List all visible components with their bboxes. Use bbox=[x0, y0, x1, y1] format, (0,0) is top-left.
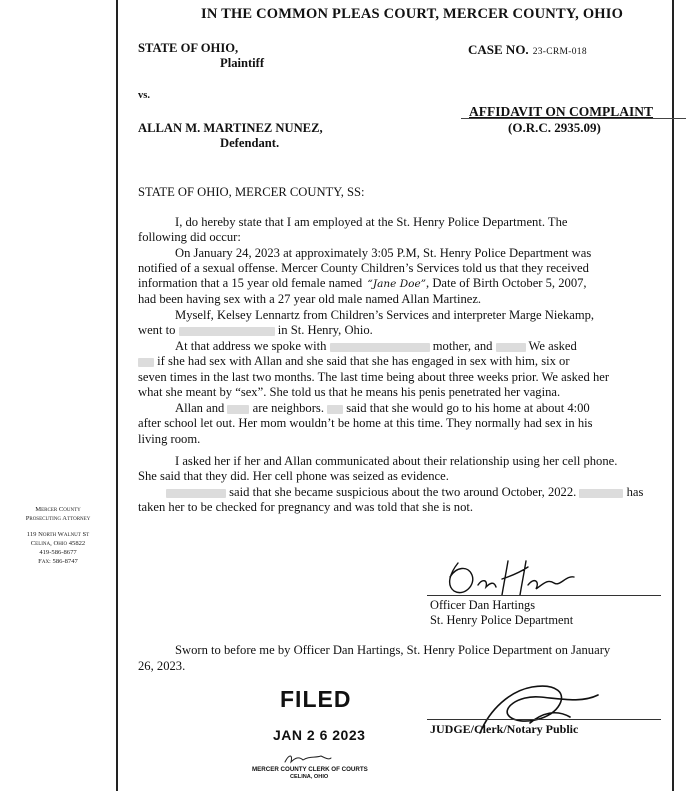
body-p7-line1 bbox=[138, 484, 643, 500]
body-p5-line1-c: said that she would go to his home at about 4:00 bbox=[346, 401, 590, 415]
body-p2-line3-a: information that a 15 year old female named bbox=[138, 276, 363, 290]
officer-signature-line bbox=[427, 595, 661, 596]
body-p6-line1: I asked her if her and Allan communicated about their relationship using her cell phone. bbox=[175, 454, 618, 468]
sidebar-line-fax: Fax: 586-8747 bbox=[38, 558, 78, 565]
case-number-label: CASE NO. bbox=[468, 42, 529, 57]
filed-stamp-clerk: MERCER COUNTY CLERK OF COURTS bbox=[252, 766, 368, 773]
body-p4-line4: what she meant by “sex”. She told us that he means his penis penetrated her vagina. bbox=[138, 385, 561, 399]
body-p2-line1: On January 24, 2023 at approximately 3:05 P.M, St. Henry Police Department was bbox=[175, 246, 592, 260]
body-p5-line1-b: are neighbors. bbox=[252, 401, 324, 415]
court-heading: IN THE COMMON PLEAS COURT, MERCER COUNTY, OHIO bbox=[201, 6, 624, 22]
redaction bbox=[330, 343, 430, 352]
body-p4-line2: if she had sex with Allan and she said that she has engaged in sex with him, six or bbox=[157, 354, 570, 368]
redaction bbox=[579, 489, 623, 498]
versus-label: vs. bbox=[138, 90, 150, 101]
redaction bbox=[327, 405, 343, 414]
body-p7-line2: taken her to be checked for pregnancy and was told that she is not. bbox=[138, 500, 474, 514]
body-p1-line2: following did occur: bbox=[138, 230, 241, 244]
body-p4-line2-wrap bbox=[138, 353, 570, 369]
judge-clerk-notary-label: JUDGE/Clerk/Notary Public bbox=[430, 722, 579, 736]
redaction bbox=[227, 405, 249, 414]
document-statute: (O.R.C. 2935.09) bbox=[508, 120, 601, 135]
body-p3-line1: Myself, Kelsey Lennartz from Children’s Services and interpreter Marge Niekamp, bbox=[175, 308, 595, 322]
body-p2-line3-b: , Date of Birth October 5, 2007, bbox=[426, 276, 587, 290]
sidebar-line-office: Mercer County bbox=[35, 506, 81, 513]
case-number-value: 23-CRM-018 bbox=[532, 47, 587, 57]
judge-signature-line bbox=[427, 719, 661, 720]
body-p2-line3 bbox=[138, 275, 587, 292]
victim-name-handwritten: “Jane Doe” bbox=[367, 278, 427, 290]
body-p4-line3: seven times in the last two months. The last time being about three weeks prior. We asked her bbox=[138, 370, 610, 384]
body-p5-line2: after school let out. Her mom wouldn’t be home at this time. They normally had sex in his bbox=[138, 416, 593, 430]
venue-line: STATE OF OHIO, MERCER COUNTY, SS: bbox=[138, 185, 365, 199]
defendant-name: ALLAN M. MARTINEZ NUNEZ, bbox=[138, 121, 323, 135]
filed-stamp-city: CELINA, OHIO bbox=[290, 774, 329, 780]
officer-department: St. Henry Police Department bbox=[430, 613, 574, 627]
body-p5-line1 bbox=[175, 400, 590, 416]
body-p7-line1-a: said that she became suspicious about the two around October, 2022. bbox=[229, 485, 577, 499]
plaintiff-name: STATE OF OHIO, bbox=[138, 41, 239, 55]
redaction bbox=[496, 343, 526, 352]
body-p4-line1-c: We asked bbox=[528, 339, 577, 353]
body-p3-line2-a: went to bbox=[138, 323, 176, 337]
body-p2-line2: notified of a sexual offense. Mercer County Children’s Services told us that they received bbox=[138, 261, 589, 275]
plaintiff-role: Plaintiff bbox=[220, 56, 265, 70]
body-p4-line1-b: mother, and bbox=[432, 339, 493, 353]
body-p2-line4: had been having sex with a 27 year old male named Allan Martinez. bbox=[138, 292, 482, 306]
body-p5-line1-a: Allan and bbox=[175, 401, 225, 415]
redaction bbox=[166, 489, 226, 498]
body-p1-line1: I, do hereby state that I am employed at the St. Henry Police Department. The bbox=[175, 215, 568, 229]
redaction bbox=[179, 327, 275, 336]
document-title: AFFIDAVIT ON COMPLAINT bbox=[469, 104, 654, 119]
sidebar-line-street: 119 North Walnut St bbox=[26, 531, 90, 538]
sidebar-line-title: Prosecuting Attorney bbox=[25, 515, 91, 522]
body-p4-line1-a: At that address we spoke with bbox=[175, 339, 327, 353]
defendant-role: Defendant. bbox=[220, 136, 280, 150]
body-p5-line3: living room. bbox=[138, 432, 201, 446]
left-margin-rule bbox=[116, 0, 118, 791]
filed-stamp-word: FILED bbox=[280, 686, 352, 712]
sidebar-line-phone: 419-586-8677 bbox=[39, 549, 77, 556]
body-p6-line2: She said that they did. Her cell phone was seized as evidence. bbox=[138, 469, 449, 483]
case-number bbox=[468, 41, 587, 59]
filed-stamp-date: JAN 2 6 2023 bbox=[273, 727, 366, 743]
sidebar-line-city: Celina, Ohio 45822 bbox=[30, 540, 86, 547]
sworn-line1: Sworn to before me by Officer Dan Hartings, St. Henry Police Department on January bbox=[175, 643, 611, 657]
body-p7-line1-b: has bbox=[626, 485, 644, 499]
sworn-line2: 26, 2023. bbox=[138, 659, 186, 673]
prosecutor-sidebar bbox=[0, 505, 116, 566]
body-p4-line1 bbox=[175, 338, 577, 354]
body-p3-line2 bbox=[138, 322, 373, 338]
clerk-signature bbox=[283, 752, 333, 766]
body-p3-line2-b: in St. Henry, Ohio. bbox=[277, 323, 373, 337]
redaction bbox=[138, 358, 154, 367]
officer-name: Officer Dan Hartings bbox=[430, 598, 536, 612]
